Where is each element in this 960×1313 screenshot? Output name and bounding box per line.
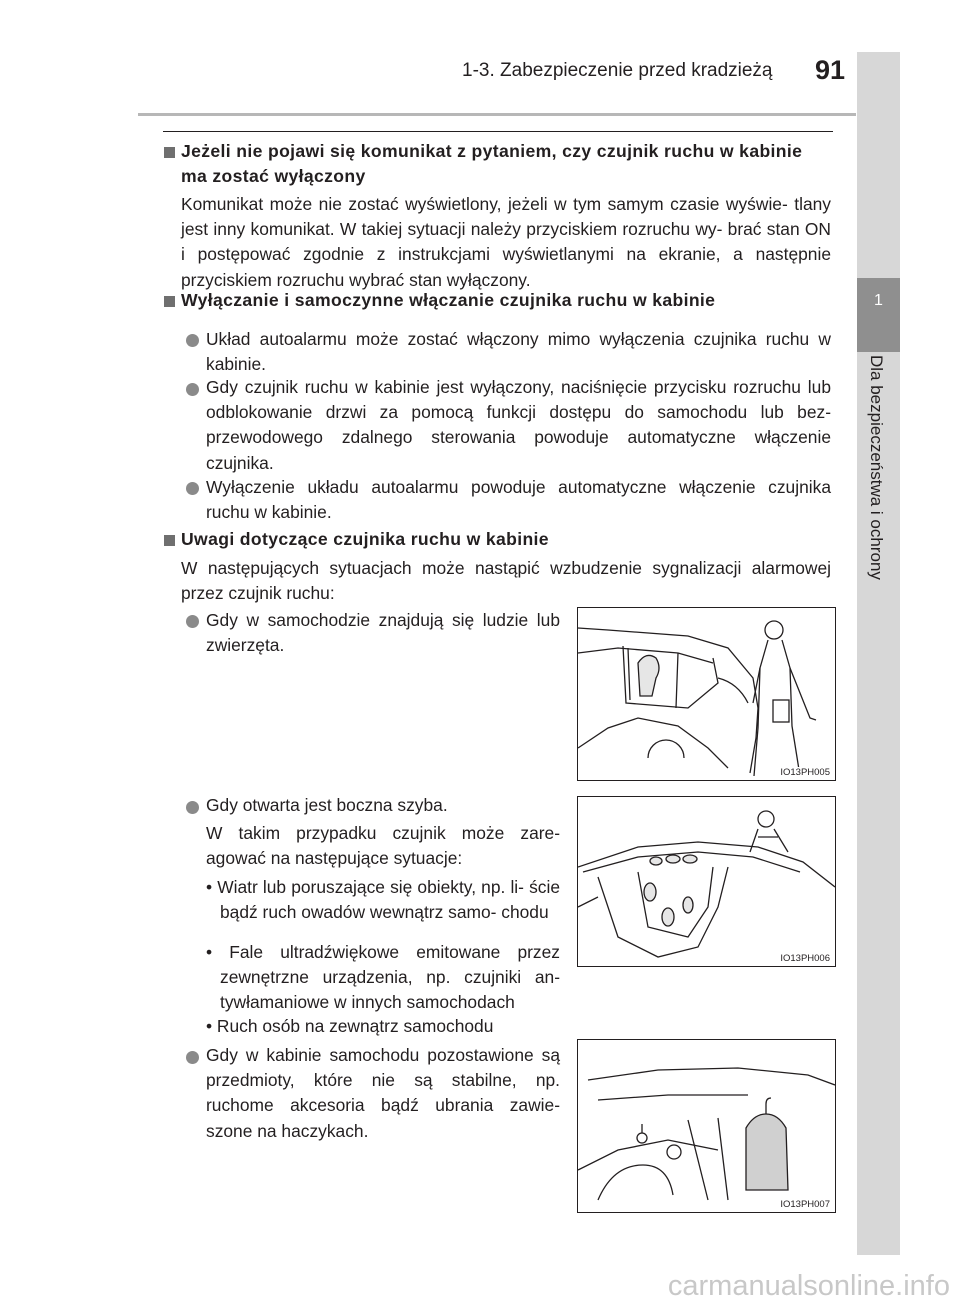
open-window-with-leaves-illustration-icon (578, 797, 835, 966)
header-divider (138, 113, 856, 116)
section3-heading: Uwagi dotyczące czujnika ruchu w kabinie (181, 529, 549, 549)
content-top-rule (163, 131, 833, 132)
chapter-title-vertical (862, 355, 896, 605)
section-header-title: 1-3. Zabezpieczenie przed kradzieżą (462, 60, 773, 81)
bullet-dot-icon (186, 334, 199, 347)
figure-2 (577, 796, 836, 967)
chapter-title-label: Dla bezpieczeństwa i ochrony (867, 355, 886, 580)
section3-item-2-sub-2: • Fale ultradźwiękowe emitowane przez zewnętrzne urządzenia, np. czujniki an- tywłamaniowe w innych samochodach (206, 942, 560, 1013)
section-square-icon (164, 535, 175, 546)
watermark-text: carmanualsonline.info (667, 1270, 950, 1302)
page-number: 91 (815, 55, 846, 85)
figure-1 (577, 607, 836, 781)
section3-item-2-note: W takim przypadku czujnik może zare- agować na następujące sytuacje: (206, 823, 560, 869)
section3-item-2-sub-1: • Wiatr lub poruszające się obiekty, np. li- ście bądź ruch owadów wewnątrz samo- chodu (206, 877, 560, 923)
cabin-with-hanging-items-illustration-icon (578, 1040, 835, 1212)
bullet-dot-icon (186, 482, 199, 495)
section2-bullet-3: Wyłączenie układu autoalarmu powoduje automatyczne włączenie czujnika ruchu w kabinie. (206, 477, 831, 523)
section1-body: Komunikat może nie zostać wyświetlony, jeżeli w tym samym czasie wyświe- tlany jest inny komunikat. W takiej sytuacji należy przyciskiem rozruchu wy- brać stan ON i postępować zgodnie z instrukcjami wyświetlanymi na ekranie, a następnie przyciskiem rozruchu wybrać stan wyłączony. (181, 194, 831, 290)
section3-item-2-sub-3: • Ruch osób na zewnątrz samochodu (206, 1016, 494, 1036)
car-with-dog-and-person-illustration-icon (578, 608, 835, 780)
section3-item-1: Gdy w samochodzie znajdują się ludzie lub zwierzęta. (206, 610, 560, 656)
chapter-side-tab (857, 52, 900, 1255)
section3-intro: W następujących sytuacjach może nastąpić wzbudzenie sygnalizacji alarmowej przez czujnik ruchu: (181, 558, 831, 604)
section2-bullet-1: Układ autoalarmu może zostać włączony mimo wyłączenia czujnika ruchu w kabinie. (206, 329, 831, 375)
bullet-dot-icon (186, 615, 199, 628)
figure-3-id: IO13PH007 (780, 1199, 830, 1210)
figure-1-id: IO13PH005 (780, 767, 830, 778)
chapter-number-box: 1 (857, 278, 900, 352)
bullet-dot-icon (186, 801, 199, 814)
section1-heading-line2: ma zostać wyłączony (181, 166, 366, 186)
section1-heading (181, 139, 836, 189)
figure-2-id: IO13PH006 (780, 953, 830, 964)
section-square-icon (164, 147, 175, 158)
section-square-icon (164, 296, 175, 307)
section2-bullet-2: Gdy czujnik ruchu w kabinie jest wyłączony, naciśnięcie przycisku rozruchu lub odblokowanie drzwi za pomocą funkcji dostępu do samochodu lub bez- przewodowego zdalnego sterowania powoduje automatyczne włączenie czujnika. (206, 377, 831, 473)
section3-item-3: Gdy w kabinie samochodu pozostawione są przedmioty, które nie są stabilne, np. ruchome akcesoria bądź ubrania zawie- szone na haczykach. (206, 1045, 560, 1141)
figure-3 (577, 1039, 836, 1213)
bullet-dot-icon (186, 383, 199, 396)
bullet-dot-icon (186, 1051, 199, 1064)
section3-item-2: Gdy otwarta jest boczna szyba. (206, 795, 448, 815)
section2-heading: Wyłączanie i samoczynne włączanie czujnika ruchu w kabinie (181, 290, 716, 310)
section1-heading-line1: Jeżeli nie pojawi się komunikat z pytaniem, czy czujnik ruchu w kabinie (181, 141, 803, 161)
